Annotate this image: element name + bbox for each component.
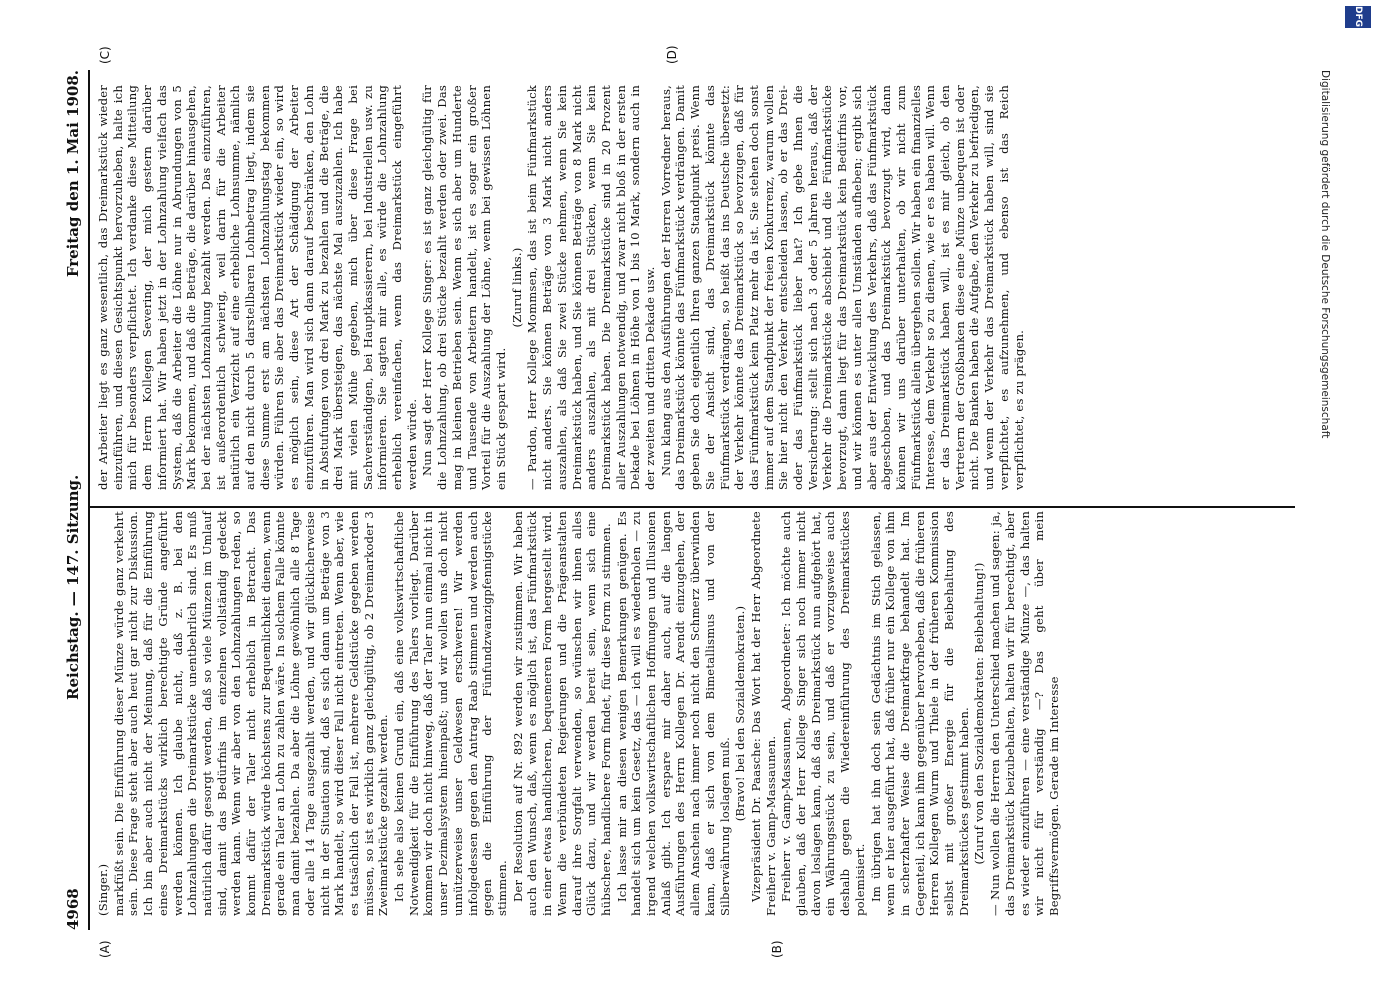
right-column — [96, 85, 1027, 490]
credit-text: Digitalisierung gefördert durch die Deutsche Forschungsgemeinschaft — [1319, 70, 1331, 439]
paragraph: (Zuruf links.) — [509, 247, 524, 328]
dfg-logo: DFG — [1345, 6, 1371, 28]
paragraph: — Pardon, Herr Kollege Mommsen, das ist beim Fünfmarkstück nicht anders. Sie können Beträge von 3 Mark nicht anders auszahlen, als daß Sie zwei Stücke nehmen, wenn Sie kein Dreimarkstück haben, und Sie können Beträge von 8 Mark nicht anders auszahlen, als mit drei Stücken, wenn Sie kein Dreimarkstück haben. Die Dreimarkstücke sind in 20 Prozent aller Auszahlungen notwendig, und zwar nicht bloß in der ersten Dekade bei Löhnen in Höhe von 1 bis 10 Mark, sondern auch in der zweiten und dritten Dekade usw. — [525, 85, 658, 490]
paragraph: der Arbeiter liegt es ganz wesentlich, das Dreimarkstück wieder einzuführen, und diesen Gesichtspunkt hervorzuheben, halte ich mich für besonders verpflichtet. Ich verdanke diese Mitteilung dem Herrn Kollegen Severing, der mich gestern darüber informiert hat. Wir haben jetzt in der Lohnzahlung vielfach das System, daß die Arbeiter die Löhne nur in Abrundungen von 5 Mark bekommen, und daß die Beträge, die darüber hinausgehen, bei der nächsten Lohnzahlung bezahlt werden. Das einzuführen, ist außerordentlich schwierig, weil darin für die Arbeiter natürlich ein Verzicht auf eine erhebliche Lohnsumme, nämlich auf den nicht durch 5 darstellbaren Lohnbetrag liegt, indem sie diese Summe erst am nächsten Lohnzahlungstag bekommen würden. Führen Sie aber das Dreimarkstück wieder ein, so wird es möglich sein, diese Art der Schädigung der Arbeiter einzuführen. Man wird sich dann darauf beschränken, den Lohn in Abstufungen von drei Mark zu bezahlen und die Beträge, die drei Mark übersteigen, das nächste Mal auszuzahlen. Ich habe mit vielen Mühe gegeben, mich über diese Frage bei Sachverständigen, bei Hauptkassierern, bei Industriellen usw. zu informieren. Sie sagten mir alle, es würde die Lohnzahlung erheblich vereinfachen, wenn das Dreimarkstück eingeführt werden würde. — [96, 85, 419, 490]
margin-marker-d: (D) — [665, 45, 679, 64]
paragraph: (Zuruf von den Sozialdemokraten: Beibehaltung!) — [972, 562, 987, 865]
paragraph: — Nun wollen die Herren den Unterschied machen und sagen: ja, das Dreimarkstück beizubehalten, halten wir für berechtigt, aber es wieder einzuführen — eine verständige Münze —, das halten wir nicht für verständig —? Das geht über mein Begriffsvermögen. Gerade im Interesse — [988, 511, 1061, 916]
paragraph: Ich lasse mir an diesen wenigen Bemerkungen genügen. Es handelt sich um kein Gesetz, das — ich will es wiederholen — zu irgend welchen volkswirtschaftlichen Hoffnungen und Illusionen Anlaß gibt. Ich erspare mir daher auch, auf die langen Ausführungen des Herrn Kollegen Dr. Arendt einzugehen, der allem Anschein nach immer noch nicht den Schmerz überwinden kann, daß er sich von dem Bimetallismus und von der Silberwährung loslagen muß. — [614, 511, 732, 916]
paragraph: markfüßt sein. Die Einführung dieser Münze würde ganz verkehrt sein. Diese Frage steht aber auch heut gar nicht zur Diskussion. Ich bin aber auch nicht der Meinung, daß für die Einführung eines Dreimarkstücks wirklich berechtigte Gründe angeführt werden können. Ich glaube nicht, daß z. B. bei den Lohnzahlungen die Dreimarkstücke unentbehrlich sind. Es muß natürlich dafür gesorgt werden, daß so viele Münzen im Umlauf sind, damit das Bedürfnis im einzelnen vollständig gedeckt werden kann. Wenn wir aber von den Lohnzahlungen reden, so kommt dafür der Taler nicht erheblich in Betracht. Das Dreimarkstück würde höchstens zur Bequemlichkeit dienen, wenn gerade ein Taler an Lohn zu zahlen wäre. In solchem Falle könnte man damit bezahlen. Da aber die Löhne gewöhnlich alle 8 Tage oder alle 14 Tage ausgezahlt werden, und wir glücklicherweise nicht in der Situation sind, daß es sich dann um Beträge von 3 Mark handelt, so wird dieser Fall nicht eintreten. Wenn aber, wie es tatsächlich der Fall ist, mehrere Geldstücke gegeben werden müssen, so ist es wirklich ganz gleichgültig, ob 2 Dreimarkoder 3 Zweimarkstücke gezahlt werden. — [111, 511, 391, 916]
paragraph: (Singer.) — [96, 863, 110, 916]
header-rule — [88, 70, 90, 930]
paragraph: (Bravo! bei den Sozialdemokraten.) — [733, 605, 748, 822]
left-column — [96, 511, 1063, 916]
session-date: Freitag den 1. Mai 1908. — [64, 70, 82, 278]
paragraph: Im übrigen hat ihn doch sein Gedächtnis im Stich gelassen, wenn er hier ausgeführt hat, daß früher nur ein Kollege von ihm in scherzhafter Weise die Dreimarkfrage behandelt hat. Im Gegenteil, ich kann ihm gegenüber hervorheben, daß die früheren Herren Kollegen Wurm und Thiele in der früheren Kommission selbst mit großer Energie für die Beibehaltung des Dreimarkstückes gestimmt haben. — [868, 511, 971, 916]
margin-marker-c: (C) — [98, 46, 112, 64]
session-title: Reichstag. — 147. Sitzung. — [64, 474, 82, 700]
digitization-credit — [1311, 30, 1335, 970]
page-header — [62, 70, 86, 930]
paragraph: Nun klang aus den Ausführungen der Herren Vorredner heraus, das Dreimarkstück könnte das Fünfmarkstück verdrängen. Damit geben Sie doch eigentlich Ihren ganzen Standpunkt preis. Wenn Sie der Ansicht sind, das Dreimarkstück könnte das Fünfmarkstück verdrängen, so heißt das ins Deutsche übersetzt: der Verkehr könnte das Dreimarkstück so bevorzugen, daß für das Fünfmarkstück kein Platz mehr da ist. Sie stehen doch sonst immer auf dem Standpunkt der freien Konkurrenz, warum wollen Sie hier nicht den Verkehr entscheiden lassen, ob er das Drei- oder das Fünfmarkstück lieber hat? Ich gebe Ihnen die Versicherung: stellt sich nach 3 oder 5 Jahren heraus, daß der Verkehr die Dreimarkstücke abschiebt und die Fünfmarkstücke bevorzugt, dann liegt für das Dreimarkstück kein Bedürfnis vor, und wir können es unter allen Umständen aufheben; ergibt sich aber aus der Entwicklung des Verkehrs, daß das Fünfmarkstück abgeschoben, und das Dreimarkstück bevorzugt wird, dann können wir uns darüber unterhalten, ob wir nicht zum Fünfmarkstück allein übergehen sollen. Wir haben ein finanzielles Interesse, dem Verkehr so zu dienen, wie er es haben will. Wenn er das Dreimarkstück haben will, ist es mir gleich, ob den Vertretern der Großbanken diese eine Münze unbequem ist oder nicht. Die Banken haben die Aufgabe, den Verkehr zu befriedigen, und wenn der Verkehr das Dreimarkstück haben will, sind sie verpflichtet, es aufzunehmen, und ebenso ist das Reich verpflichtet, es zu prägen. — [658, 85, 1026, 490]
paragraph: Freiherr v. Gamp-Massaunen, Abgeordneter: Ich möchte auch glauben, daß der Herr Kollege Singer sich noch immer nicht davon loslagen kann, daß das Dreimarkstück nun aufgehört hat, ein Währungsstück zu sein, und daß er vorzugsweise auch deshalb gegen die Wiedereinführung des Dreimarkstückes polemisiert. — [779, 511, 867, 916]
paragraph: Nun sagt der Herr Kollege Singer: es ist ganz gleichgültig für die Lohnzahlung, ob drei Stücke bezahlt werden oder zwei. Das mag in kleinen Betrieben sein. Wenn es sich aber um Hunderte und Tausende von Arbeitern handelt, ist es sogar ein großer Vorteil für die Auszahlung der Löhne, wenn bei gewissen Löhnen ein Stück gespart wird. — [420, 85, 508, 490]
margin-marker-a: (A) — [98, 940, 112, 958]
paragraph: Der Resolution auf Nr. 892 werden wir zustimmen. Wir haben auch den Wunsch, daß, wenn es möglich ist, das Fünfmarkstück in einer etwas handlicheren, bequemeren Form hergestellt wird. Wenn die verbündeten Regierungen und die Prägeanstalten darauf ihre Sorgfalt verwenden, so wünschen wir ihnen alles Glück dazu, und wir werden bereit sein, wenn sich eine hübschere, handlichere Form findet, für diese Form zu stimmen. — [510, 511, 613, 916]
paragraph: Vizepräsident Dr. Paasche: Das Wort hat der Herr Abgeordnete Freiherr v. Gamp-Massaunen. — [748, 511, 778, 916]
column-divider — [90, 506, 1295, 508]
paragraph: Ich sehe also keinen Grund ein, daß eine volkswirtschaftliche Notwendigkeit für die Einführung des Talers vorliegt. Darüber kommen wir doch nicht hinweg, daß der Taler nun einmal nicht in unser Dezimalsystem hineinpaßt; und wir wollen uns doch nicht unnützerweise unser Geldwesen erschweren! Wir werden infolgedessen gegen den Antrag Raab stimmen und werden auch gegen die Einführung der Fünfundzwanzigpfennigstücke stimmen. — [392, 511, 509, 916]
margin-marker-b: (B) — [770, 940, 784, 958]
page-number: 4968 — [64, 888, 82, 930]
